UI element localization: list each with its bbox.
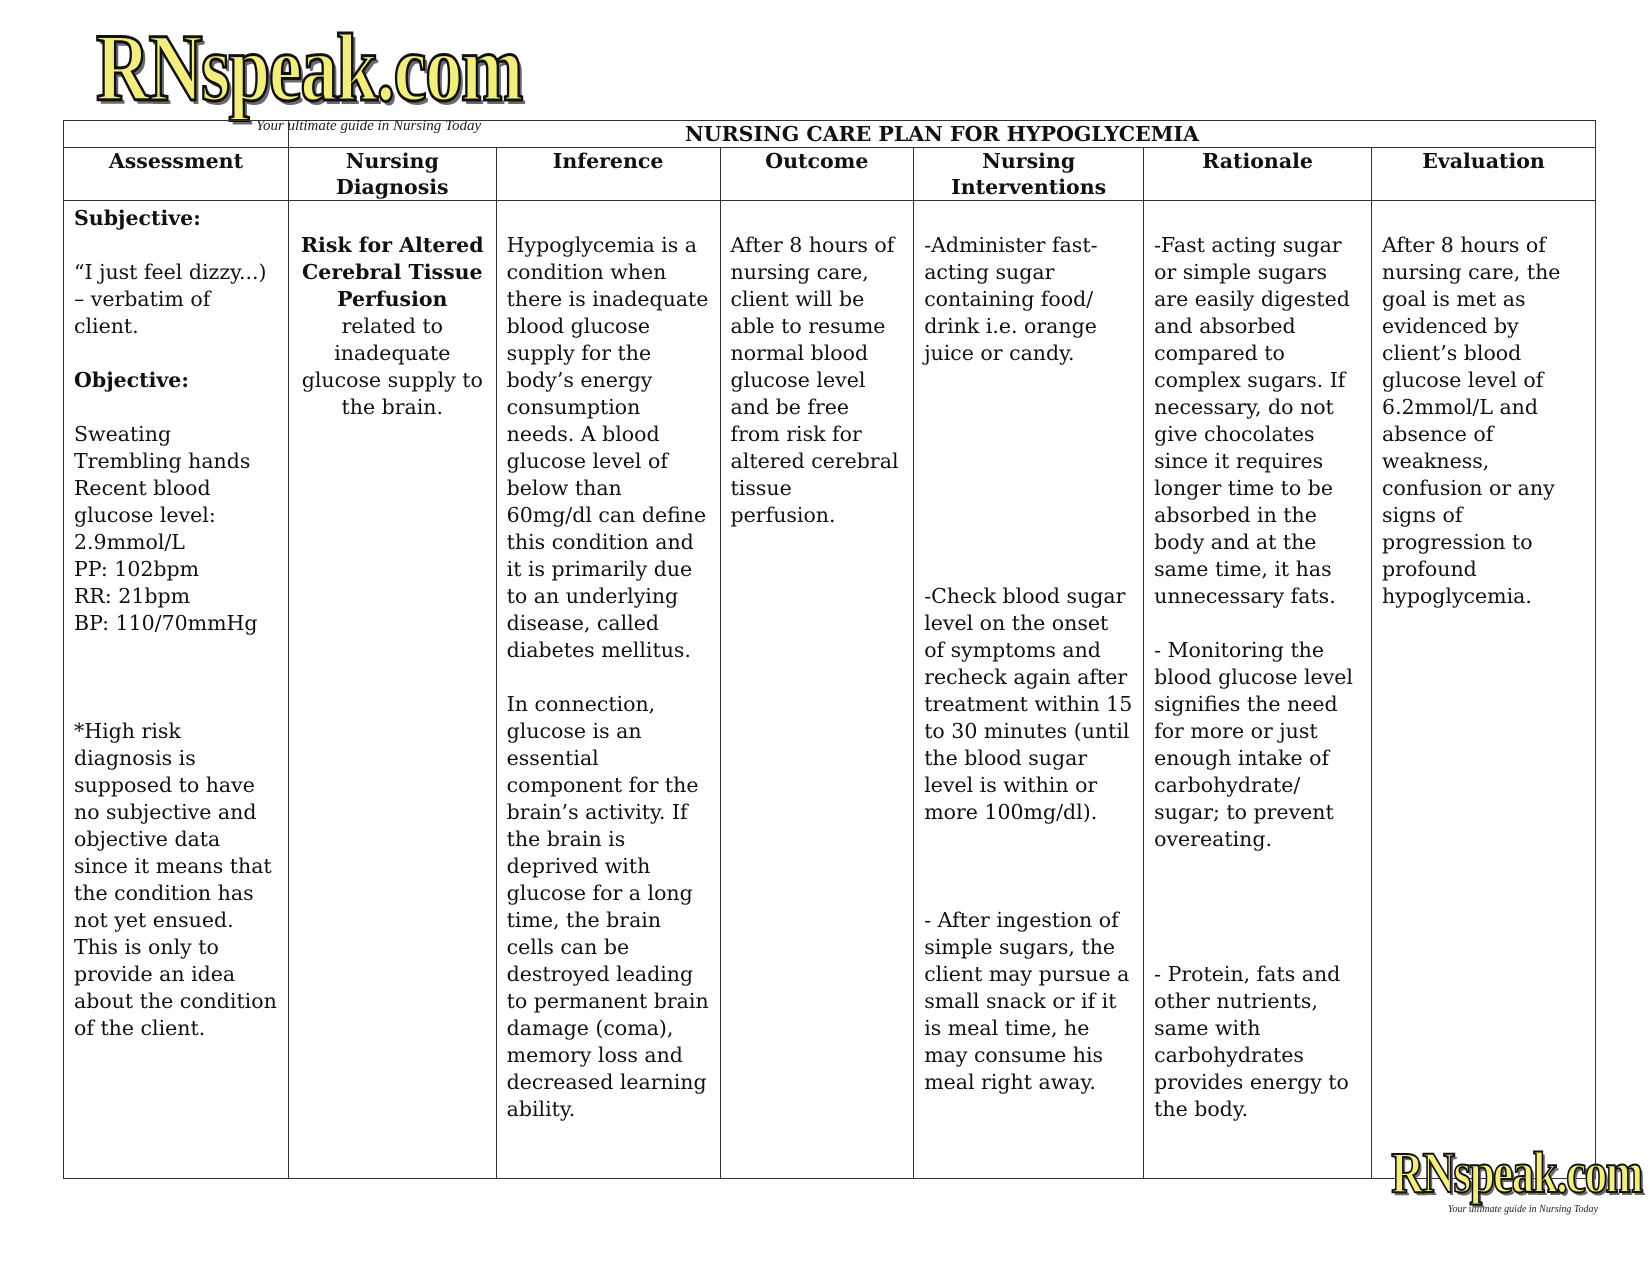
- header-nursing-interventions: Nursing Interventions: [914, 148, 1144, 201]
- logo-tagline: Your ultimate guide in Nursing Today: [1447, 1204, 1598, 1215]
- rationale-item: - Monitoring the blood glucose level signifies the need for more or just enough intake of carbohydrate/ sugar; to prevent overeating.: [1154, 638, 1353, 851]
- header-outcome: Outcome: [720, 148, 914, 201]
- table-body-row: [64, 201, 1596, 1179]
- rationale-item: - Protein, fats and other nutrients, same with carbohydrates provides energy to the body.: [1154, 962, 1349, 1121]
- site-logo-top: [96, 14, 522, 134]
- header-nursing-diagnosis: Nursing Diagnosis: [288, 148, 496, 201]
- objective-item: RR: 21bpm: [74, 584, 191, 608]
- rationale-item: -Fast acting sugar or simple sugars are easily digested and absorbed compared to complex sugars. If necessary, do not give chocolates since it requires longer time to be absorbed in the body and at the same time, it has unnecessary fats.: [1154, 233, 1350, 608]
- outcome-cell: [720, 201, 914, 1179]
- assessment-cell: [64, 201, 289, 1179]
- table-header-row: [64, 148, 1596, 201]
- objective-item: Sweating: [74, 422, 172, 446]
- header-evaluation: Evaluation: [1372, 148, 1596, 201]
- table-title-row: [64, 121, 1596, 148]
- subjective-text: “I just feel dizzy...) – verbatim of client.: [74, 260, 267, 338]
- inference-paragraph-1: Hypoglycemia is a condition when there is inadequate blood glucose supply for the body’s energy consumption needs. A blood glucose level of below than 60mg/dl can define this condition and it is primarily due to an underlying disease, called diabetes mellitus.: [506, 233, 709, 662]
- outcome-text: After 8 hours of nursing care, client will be able to resume normal blood glucose level and be free from risk for altered cerebral tissue perfusion.: [730, 233, 899, 527]
- assessment-note: *High risk diagnosis is supposed to have no subjective and objective data since it means that the condition has not yet ensued. This is only to provide an idea about the condition of the client.: [74, 719, 277, 1040]
- intervention-item: - After ingestion of simple sugars, the client may pursue a small snack or if it is meal time, he may consume his meal right away.: [924, 908, 1130, 1094]
- evaluation-cell: [1372, 201, 1596, 1179]
- header-rationale: Rationale: [1144, 148, 1372, 201]
- site-logo-bottom: [1333, 1140, 1642, 1215]
- objective-item: Trembling hands: [74, 449, 251, 473]
- evaluation-text: After 8 hours of nursing care, the goal is met as evidenced by client’s blood glucose level of 6.2mmol/L and absence of weakness, confusion or any signs of progression to profound hypoglycemia.: [1382, 233, 1561, 608]
- diagnosis-bold: Risk for Altered Cerebral Tissue Perfusion: [301, 233, 484, 311]
- inference-cell: [496, 201, 720, 1179]
- subjective-label: Subjective:: [74, 206, 201, 230]
- objective-item: BP: 110/70mmHg: [74, 611, 258, 635]
- interventions-cell: [914, 201, 1144, 1179]
- diagnosis-rest: related to inadequate glucose supply to the brain.: [301, 314, 483, 419]
- title-spacer-cell: [64, 121, 289, 148]
- objective-item: PP: 102bpm: [74, 557, 200, 581]
- header-inference: Inference: [496, 148, 720, 201]
- rationale-cell: [1144, 201, 1372, 1179]
- table-title: NURSING CARE PLAN FOR HYPOGLYCEMIA: [288, 121, 1595, 148]
- header-assessment: Assessment: [64, 148, 289, 201]
- logo-tagline: Your ultimate guide in Nursing Today: [256, 118, 482, 134]
- objective-item: Recent blood glucose level: 2.9mmol/L: [74, 476, 216, 554]
- objective-label: Objective:: [74, 368, 189, 392]
- diagnosis-cell: [288, 201, 496, 1179]
- intervention-item: -Check blood sugar level on the onset of symptoms and recheck again after treatment within 15 to 30 minutes (until the blood sugar level is within or more 100mg/dl).: [924, 584, 1133, 824]
- logo-wordmark: RNspeak.com: [1391, 1140, 1642, 1205]
- inference-paragraph-2: In connection, glucose is an essential component for the brain’s activity. If the brain is deprived with glucose for a long time, the brain cells can be destroyed leading to permanent brain damage (coma), memory loss and decreased learning ability.: [506, 692, 709, 1121]
- care-plan-table: [63, 120, 1596, 1179]
- intervention-item: -Administer fast-acting sugar containing food/ drink i.e. orange juice or candy.: [924, 233, 1098, 365]
- logo-wordmark: RNspeak.com: [96, 14, 522, 121]
